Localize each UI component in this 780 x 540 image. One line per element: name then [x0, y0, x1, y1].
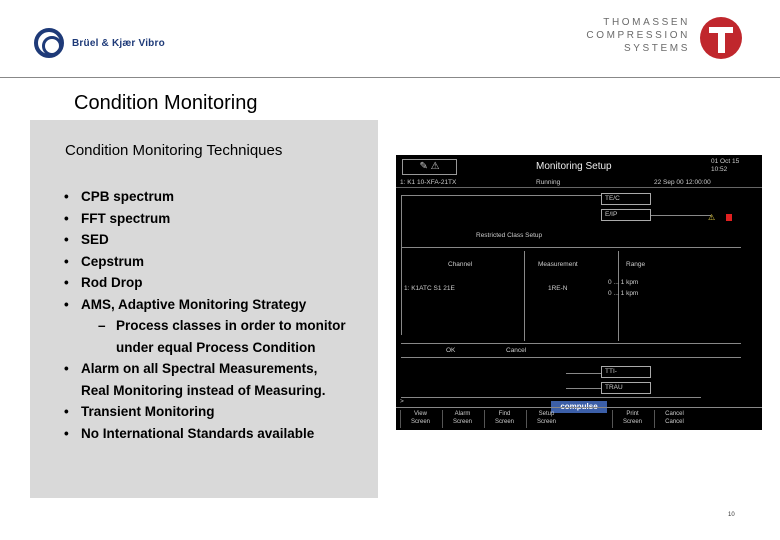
tcs-brand-line: SYSTEMS: [624, 43, 690, 54]
bk-vibro-logo: [34, 28, 165, 58]
bk-brand-text: Brüel & Kjær Vibro: [72, 37, 165, 49]
list-item: • FFT spectrum: [64, 208, 346, 230]
signal-box-top-2[interactable]: E/IP: [601, 209, 651, 221]
status-machine: 1: K1 10-XFA-21TX: [400, 179, 457, 186]
function-key-setup[interactable]: Setup Screen: [526, 410, 566, 428]
list-item-continuation: Real Monitoring instead of Measuring.: [81, 382, 326, 398]
list-item: • No International Standards available: [64, 423, 346, 445]
table-cell-channel[interactable]: 1: K1ATC S1 21E: [404, 285, 455, 292]
function-key-view[interactable]: View Screen: [400, 410, 440, 428]
list-item: • Transient Monitoring: [64, 401, 346, 423]
table-cell-measurement[interactable]: 1RE-N: [548, 285, 568, 292]
list-item: • Cepstrum: [64, 251, 346, 273]
compulse-logo: compulse: [551, 401, 607, 413]
function-key-cancel[interactable]: Cancel Cancel: [654, 410, 694, 428]
alarm-indicator-icon: [726, 214, 732, 221]
list-subitem-continuation: under equal Process Condition: [116, 339, 316, 355]
function-key-alarm[interactable]: Alarm Screen: [442, 410, 482, 428]
list-subitem: – Process classes in order to monitor: [64, 315, 346, 337]
list-item: • SED: [64, 229, 346, 251]
toolbar-icons: ✎ ⚠: [402, 159, 457, 175]
screen-date: 01 Oct 15: [711, 158, 740, 165]
page-title: Condition Monitoring: [74, 92, 258, 114]
function-key-print[interactable]: Print Screen: [612, 410, 652, 428]
column-header-measurement: Measurement: [538, 261, 578, 268]
screen-title: Monitoring Setup: [536, 161, 612, 172]
signal-box-top-1[interactable]: TE/C: [601, 193, 651, 205]
technique-list: [64, 186, 346, 444]
bk-logo-mark: [34, 28, 64, 58]
tcs-brand-text: [578, 16, 690, 55]
section-subtitle: Condition Monitoring Techniques: [65, 142, 283, 159]
page-number: 10: [728, 512, 735, 518]
list-item: • Rod Drop: [64, 272, 346, 294]
tcs-brand-line: COMPRESSION: [586, 30, 690, 41]
function-key-bar: [396, 407, 762, 430]
signal-box-bottom-1[interactable]: TTI-: [601, 366, 651, 378]
screen-status-bar: [396, 179, 762, 188]
tcs-logo-mark: [700, 17, 742, 59]
screen-time: 10:52: [711, 166, 728, 173]
header-divider: [0, 77, 780, 78]
column-header-range: Range: [626, 261, 646, 268]
list-item: • Alarm on all Spectral Measurements,: [64, 358, 346, 380]
status-state: Running: [536, 179, 561, 186]
command-prompt[interactable]: >: [400, 398, 404, 405]
list-item: • CPB spectrum: [64, 186, 346, 208]
process-class-label: Restricted Class Setup: [476, 232, 543, 239]
signal-box-bottom-2[interactable]: TRAU: [601, 382, 651, 394]
list-item: • AMS, Adaptive Monitoring Strategy: [64, 294, 346, 316]
ok-button[interactable]: OK: [446, 347, 456, 354]
monitoring-setup-screenshot: [396, 155, 762, 430]
table-cell-range[interactable]: 0 ... 1 kpm: [608, 279, 639, 286]
cancel-button[interactable]: Cancel: [506, 347, 527, 354]
status-timestamp: 22 Sep 00 12:00:00: [654, 179, 711, 186]
function-key-find[interactable]: Find Screen: [484, 410, 524, 428]
column-header-channel: Channel: [448, 261, 473, 268]
tcs-brand-line: THOMASSEN: [603, 17, 690, 28]
warning-icon: ⚠: [708, 213, 716, 222]
table-cell-range[interactable]: 0 ... 1 kpm: [608, 290, 639, 297]
screen-datetime: [711, 158, 739, 174]
